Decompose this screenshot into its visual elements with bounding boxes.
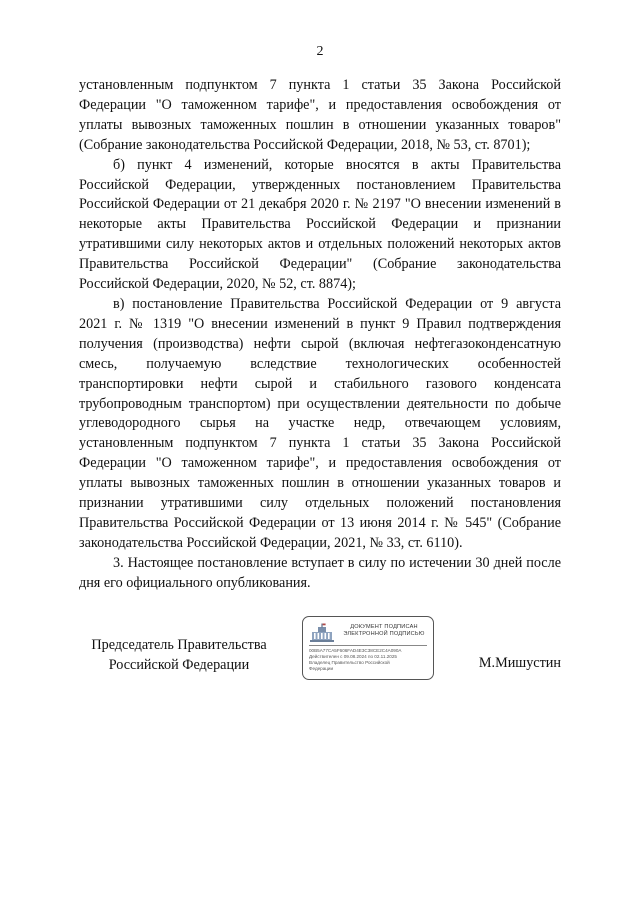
stamp-owner-line1: Владелец Правительство Российской xyxy=(309,660,390,665)
stamp-title xyxy=(337,624,431,638)
signatory-position-line1: Председатель Правительства xyxy=(91,637,267,653)
page-number: 2 xyxy=(316,44,324,59)
signature-block xyxy=(79,616,561,686)
signatory-position xyxy=(79,636,279,676)
stamp-title-line1: ДОКУМЕНТ ПОДПИСАН xyxy=(350,624,418,630)
stamp-details xyxy=(309,648,431,672)
paragraph-item-v: в) постановление Правительства Российской Федерации от 9 августа 2021 г. № 1319 "О внесении изменений в пункт 9 Правил подтверждения получения (производства) нефти сырой (включая нефтегазоконденсатную смесь, получаемую вследствие технологических особенностей транспортировки нефти сырой и стабильного газового конденсата трубопроводным транспортом) при осуществлении деятельности по добыче углеводородного сырья на участке недр, отвечающем условиям, установленным подпунктом 7 пункта 1 статьи 35 Закона Российской Федерации "О таможенном тарифе", и предоставления освобождения от уплаты вывозных таможенных пошлин в отношении указанных товаров и признании утратившими силу отдельных положений постановления Правительства Российской Федерации от 13 июня 2014 г. № 545" (Собрание законодательства Российской Федерации, 2021, № 33, ст. 6110). xyxy=(79,295,561,551)
stamp-certificate: 00B5A77CA5F606FAD4E3C38CE2C4A090A xyxy=(309,648,402,653)
stamp-owner-line2: Федерации xyxy=(309,666,334,671)
electronic-signature-stamp xyxy=(302,616,434,680)
stamp-title-line2: ЭЛЕКТРОННОЙ ПОДПИСЬЮ xyxy=(343,631,425,637)
paragraph-clause-3: 3. Настоящее постановление вступает в силу по истечении 30 дней после дня его официального опубликования. xyxy=(79,554,561,591)
government-building-icon xyxy=(309,623,335,643)
signatory-position-line2: Российской Федерации xyxy=(108,656,250,673)
paragraph-item-b: б) пункт 4 изменений, которые вносятся в акты Правительства Российской Федерации, утвержденных постановлением Правительства Российской Федерации от 21 декабря 2020 г. № 2197 "О внесении изменений в некоторые акты Правительства Российской Федерации и признании утратившими силу некоторых актов и отдельных положений некоторых актов Правительства Российской Федерации" (Собрание законодательства Российской Федерации, 2020, № 52, ст. 8874); xyxy=(79,156,561,293)
stamp-validity: Действителен с 09.08.2024 по 02.11.2025 xyxy=(309,654,397,659)
stamp-divider xyxy=(309,645,427,646)
signatory-name: М.Мишустин xyxy=(478,655,561,671)
paragraph-continuation: установленным подпунктом 7 пункта 1 статьи 35 Закона Российской Федерации "О таможенном тарифе", и предоставления освобождения от уплаты вывозных таможенных пошлин в отношении указанных товаров" (Собрание законодательства Российской Федерации, 2018, № 53, ст. 8701); xyxy=(79,77,561,153)
document-body xyxy=(79,76,561,594)
